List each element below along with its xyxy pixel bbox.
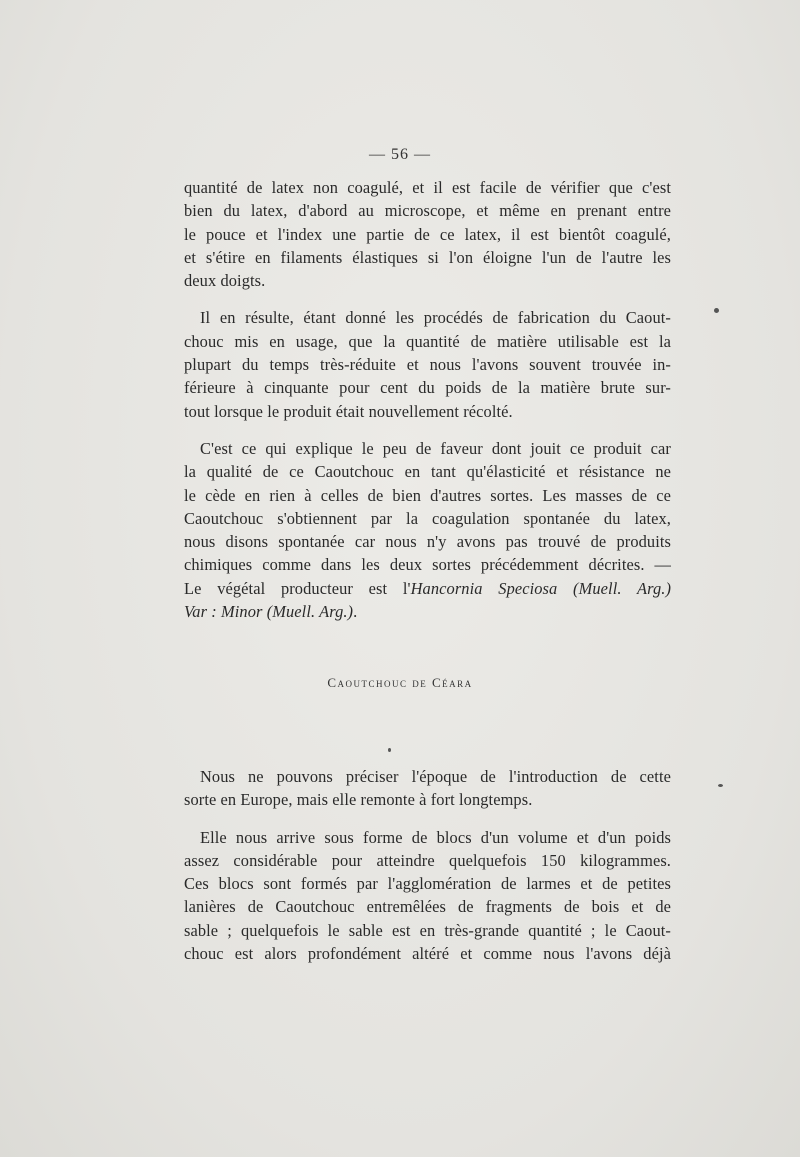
paragraph-line: bien du latex, d'abord au microscope, et même en prenant entre <box>184 201 671 221</box>
paragraph-line: C'est ce qui explique le peu de faveur dont jouit ce produit car <box>200 438 671 458</box>
paragraph-line: nous disons spontanée car nous n'y avons pas trouvé de produits <box>184 532 671 552</box>
paragraph-line: la qualité de ce Caoutchouc en tant qu'élasticité et résistance ne <box>184 462 671 482</box>
paragraph-line: quantité de latex non coagulé, et il est facile de vérifier que c'est <box>184 178 671 197</box>
paragraph-4 <box>184 765 671 812</box>
paragraph-line: Elle nous arrive sous forme de blocs d'un volume et d'un poids <box>200 827 671 847</box>
paragraph-2 <box>184 306 671 422</box>
variety-name: Var : Minor (Muell. Arg.) <box>184 602 354 622</box>
paragraph-line: lanières de Caoutchouc entremêlées de fragments de bois et de <box>184 897 671 917</box>
paragraph-line: sable ; quelquefois le sable est en très-grande quantité ; le Caout- <box>184 920 671 940</box>
scan-speck <box>388 748 391 752</box>
paragraph-line: deux doigts. <box>184 271 266 291</box>
paragraph-line: chouc est alors profondément altéré et comme nous l'avons déjà <box>184 944 671 964</box>
scan-speck <box>718 784 723 787</box>
paragraph-line <box>184 600 671 623</box>
paragraph-line: Il en résulte, étant donné les procédés de fabrication du Caout- <box>200 308 671 328</box>
paragraph-line: le cède en rien à celles de bien d'autres sortes. Les masses de ce <box>184 485 671 505</box>
paragraph-line: et s'étire en filaments élastiques si l'on éloigne l'un de l'autre les <box>184 247 671 267</box>
paragraph-line: chouc mis en usage, que la quantité de matière utilisable est la <box>184 331 671 351</box>
paragraph-line: le pouce et l'index une partie de ce latex, il est bientôt coagulé, <box>184 224 671 244</box>
text-block-bottom <box>184 765 671 979</box>
section-title: Caoutchouc de Céara <box>327 675 473 690</box>
paragraph-line: sorte en Europe, mais elle remonte à fort longtemps. <box>184 790 533 810</box>
paragraph-line <box>184 577 671 600</box>
paragraph-text: Le végétal producteur est l' <box>184 578 411 598</box>
paragraph-line: plupart du temps très-réduite et nous l'avons souvent trouvée in- <box>184 355 671 375</box>
paragraph-1 <box>184 176 671 292</box>
paragraph-line: Nous ne pouvons préciser l'époque de l'introduction de cette <box>200 767 671 786</box>
paragraph-line: férieure à cinquante pour cent du poids de la matière brute sur- <box>184 378 671 398</box>
paragraph-line: tout lorsque le produit était nouvellement récolté. <box>184 401 513 421</box>
paragraph-line: chimiques comme dans les deux sortes précédemment décrites. — <box>184 555 671 575</box>
page-number: — 56 — <box>369 146 431 163</box>
scan-speck <box>714 308 719 313</box>
paragraph-line: Caoutchouc s'obtiennent par la coagulation spontanée du latex, <box>184 508 671 528</box>
paragraph-line: Ces blocs sont formés par l'agglomération de larmes et de petites <box>184 874 671 894</box>
paragraph-3 <box>184 437 671 623</box>
text-block-top <box>184 176 671 637</box>
paragraph-5 <box>184 826 671 966</box>
paragraph-text: . <box>353 602 358 622</box>
species-name: Hancornia Speciosa (Muell. Arg.) <box>410 578 671 598</box>
paragraph-line: assez considérable pour atteindre quelquefois 150 kilogrammes. <box>184 850 671 870</box>
